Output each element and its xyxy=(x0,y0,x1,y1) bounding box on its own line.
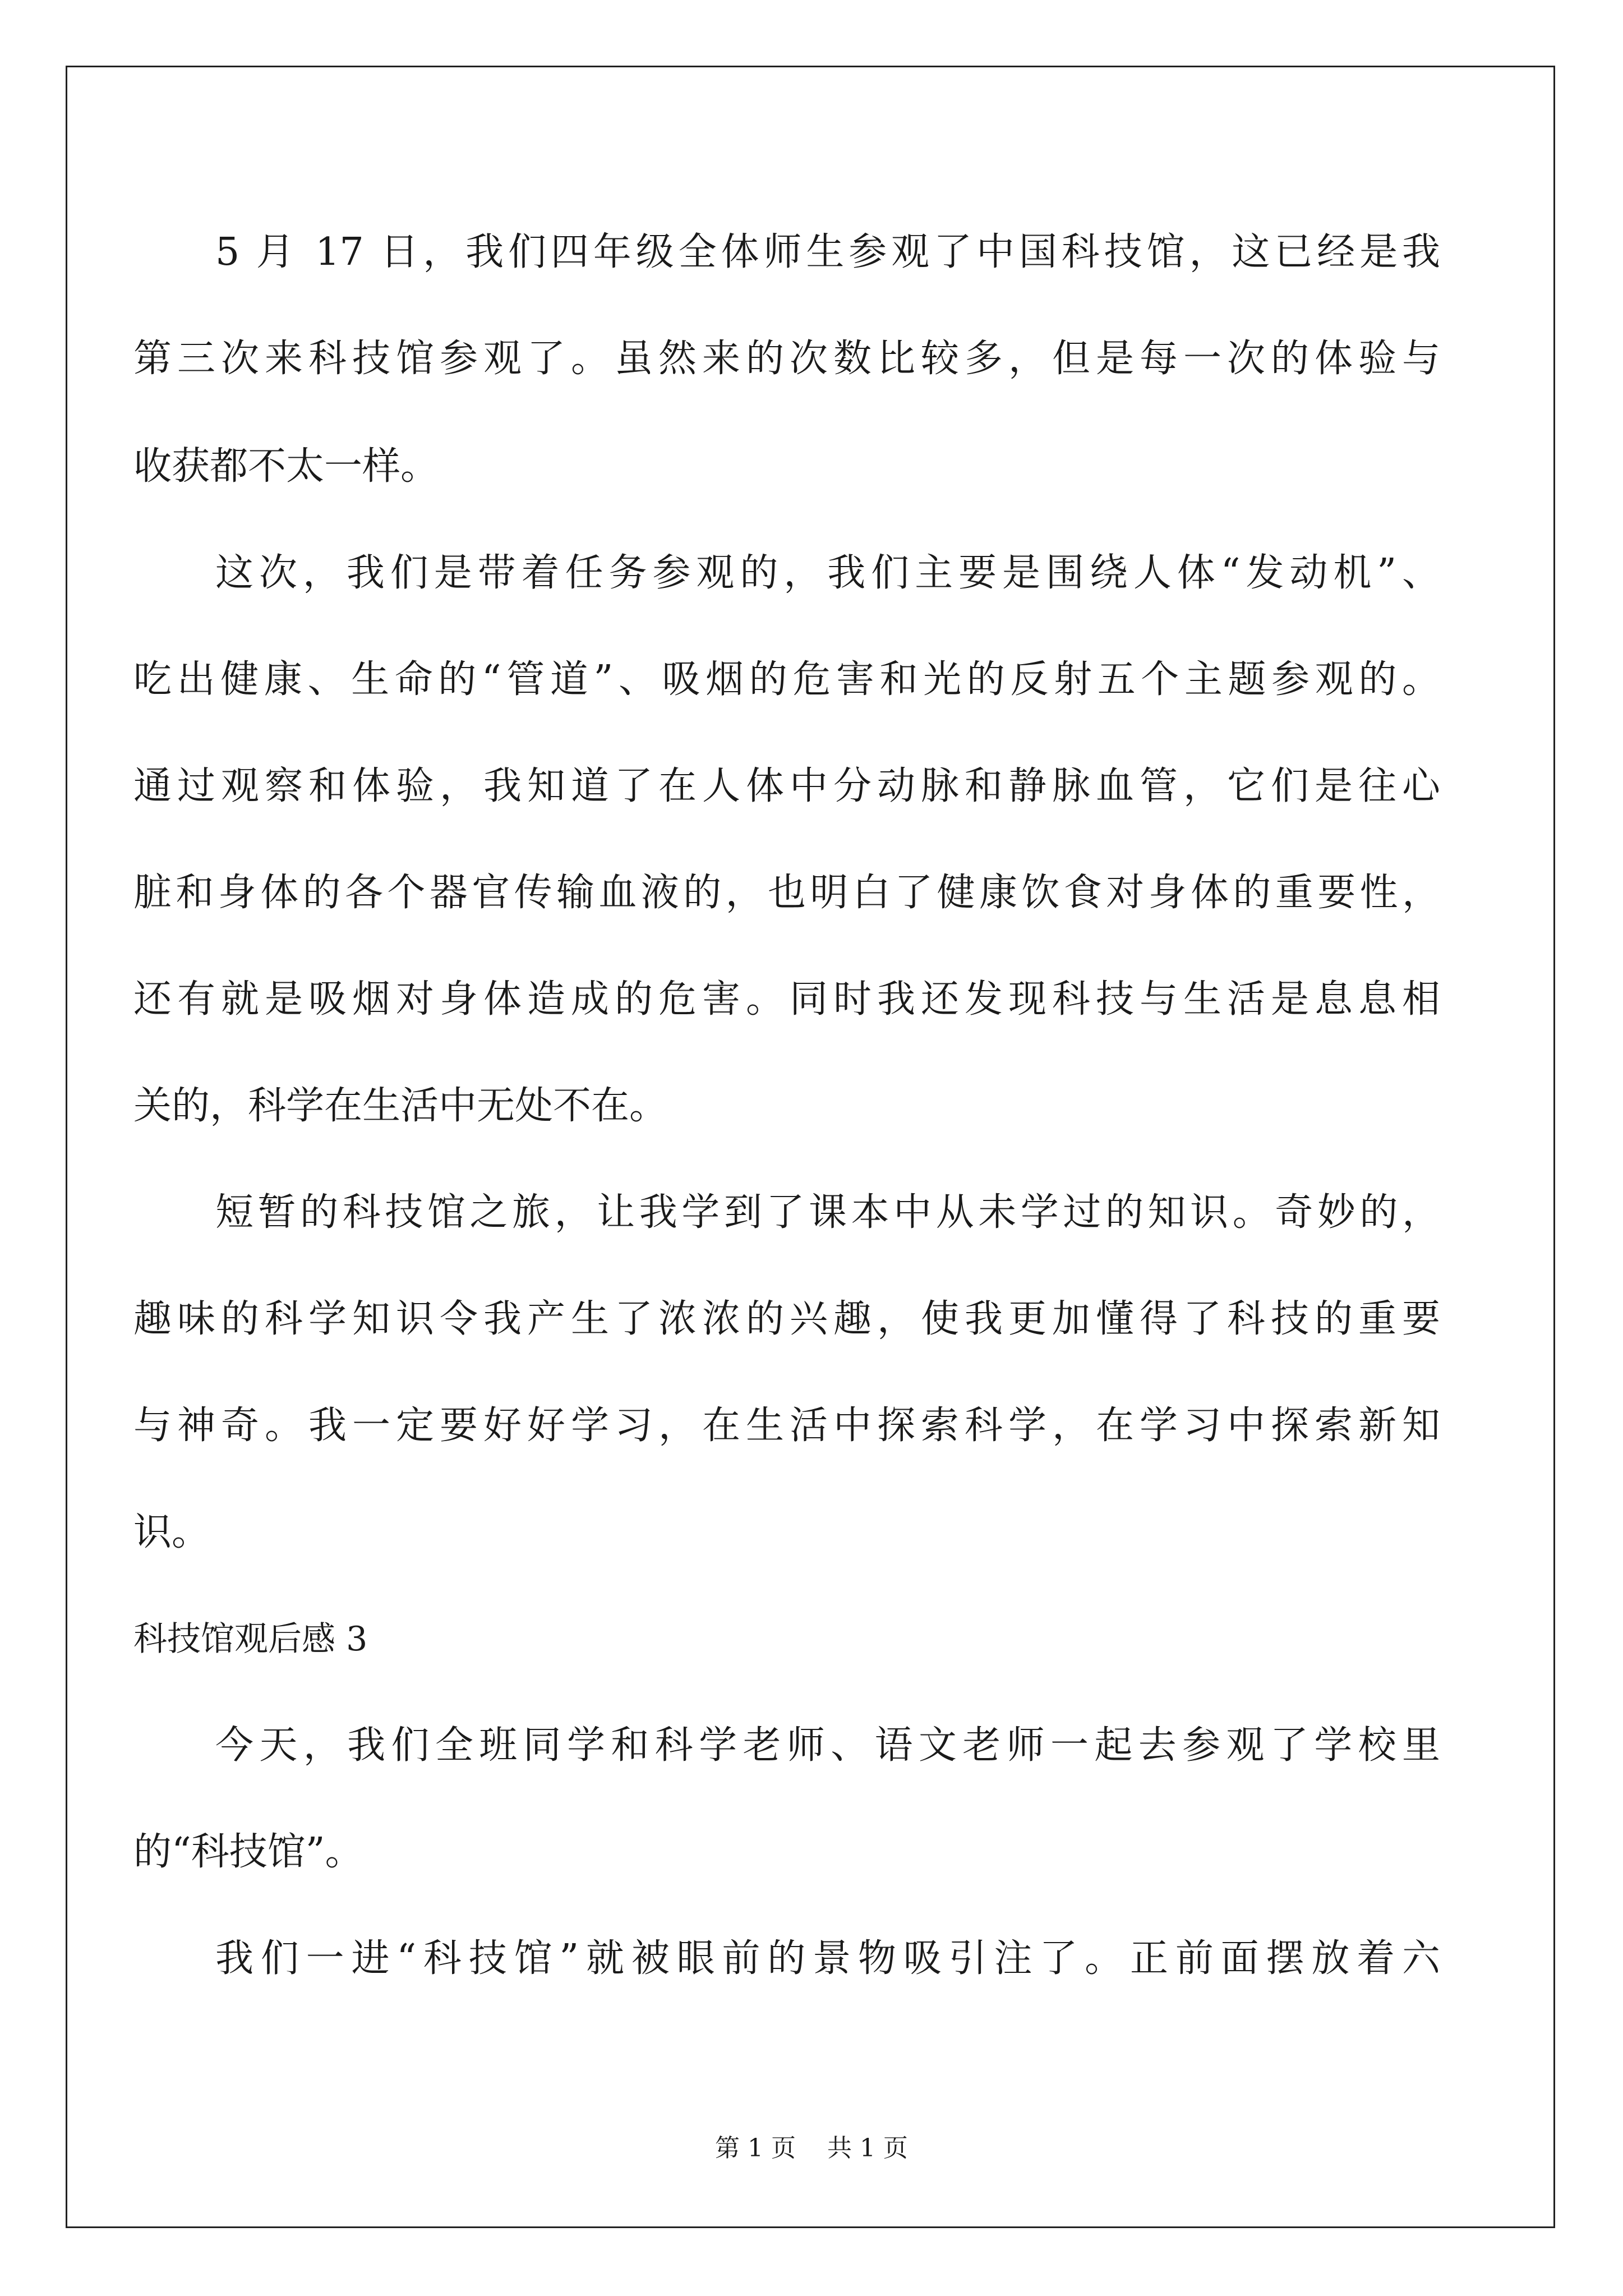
paragraph-4-line-1: 今天，我们全班同学和科学老师、语文老师一起去参观了学校里 xyxy=(215,1723,1440,1768)
paragraph-3-line-1: 短暂的科技馆之旅，让我学到了课本中从未学过的知识。奇妙的， xyxy=(215,1190,1440,1235)
paragraph-2-line-5: 还有就是吸烟对身体造成的危害。同时我还发现科技与生活是息息相 xyxy=(133,977,1440,1022)
paragraph-3-line-3: 与神奇。我一定要好好学习，在生活中探索科学，在学习中探索新知 xyxy=(133,1404,1440,1448)
paragraph-4-line-2: 的“科技馆”。 xyxy=(133,1830,363,1874)
paragraph-2-line-2: 吃出健康、生命的“管道”、吸烟的危害和光的反射五个主题参观的。 xyxy=(133,657,1440,702)
paragraph-3-line-4: 识。 xyxy=(133,1510,210,1554)
paragraph-2-line-3: 通过观察和体验，我知道了在人体中分动脉和静脉血管，它们是往心 xyxy=(133,764,1440,808)
paragraph-2-line-6: 关的，科学在生活中无处不在。 xyxy=(133,1084,668,1128)
section-heading: 科技馆观后感 3 xyxy=(133,1619,368,1659)
page-border xyxy=(66,66,1555,2228)
paragraph-2-line-4: 脏和身体的各个器官传输血液的，也明白了健康饮食对身体的重要性， xyxy=(133,871,1440,915)
page-footer: 第 1 页 共 1 页 xyxy=(715,2134,908,2162)
paragraph-3-line-2: 趣味的科学知识令我产生了浓浓的兴趣，使我更加懂得了科技的重要 xyxy=(133,1297,1440,1341)
paragraph-1-line-1: 5 月 17 日，我们四年级全体师生参观了中国科技馆，这已经是我 xyxy=(215,230,1440,274)
paragraph-1-line-2: 第三次来科技馆参观了。虽然来的次数比较多，但是每一次的体验与 xyxy=(133,337,1440,381)
paragraph-1-line-3: 收获都不太一样。 xyxy=(133,444,439,489)
paragraph-5-line-1: 我们一进“科技馆”就被眼前的景物吸引注了。正前面摆放着六 xyxy=(215,1936,1440,1981)
paragraph-2-line-1: 这次，我们是带着任务参观的，我们主要是围绕人体“发动机”、 xyxy=(215,551,1440,595)
